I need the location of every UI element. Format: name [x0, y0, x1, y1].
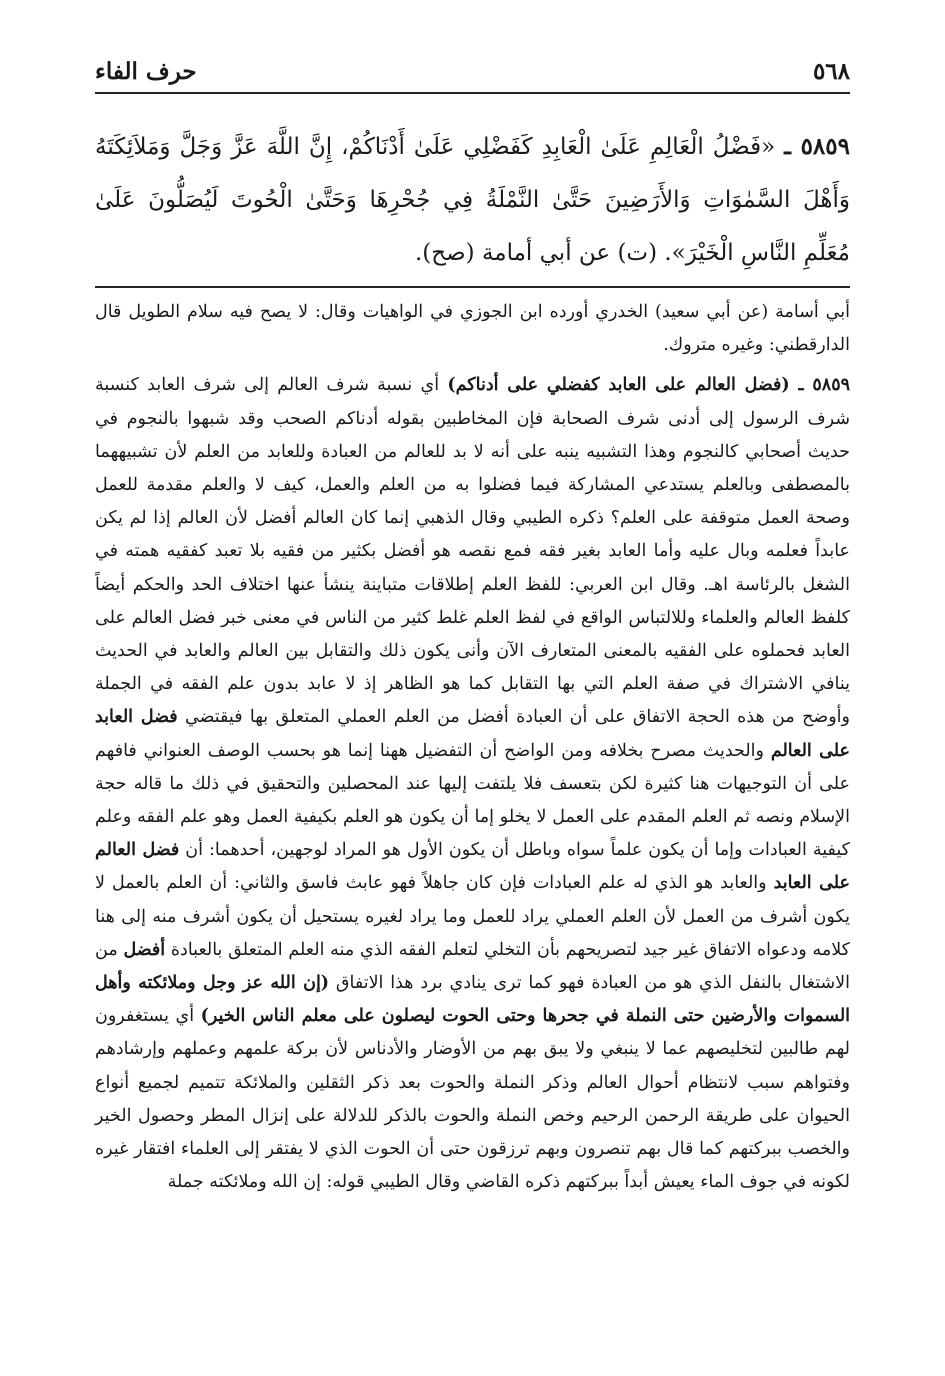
header-rule — [95, 92, 850, 94]
commentary-text: أي نسبة شرف العالم إلى شرف العابد كنسبة شرف الرسول إلى أدنى شرف الصحابة فإن المخاطبين بقوله أدناكم الصحب وقد شبهوا بالنجوم في حديث أصحابي كالنجوم وهذا التشبيه ينبه على أنه لا بد للعالم من العبادة وللعابد من العلم لأن تشبيههما بالمصطفى وبالعلم يستدعي المشاركة فيما فضلوا به من العلم والعمل، كيف لا والعلم مقدمة للعمل وصحة العمل متوقفة على العلم؟ ذكره الطيبي وقال الذهبي إنما كان العالم أفضل لأن العالم إذا لم يكن عابداً فعلمه وبال عليه وأما العابد بغير فقه فمع نقصه هو أفضل بكثير من فقيه بلا تعبد كفقيه همته في الشغل بالرئاسة اهـ. وقال ابن العربي: للفظ العلم إطلاقات متباينة ينشأ عنها اختلاف الحد والحكم أيضاً كلفظ العالم والعلماء وللالتباس الواقع في لفظ العلم غلط كثير من الناس في معنى خبر فضل العالم على العابد فحملوه على الفقيه بالمعنى المتعارف الآن وأنى يكون ذلك والتقابل بين العالم والعابد في الحديث ينافي الاشتراك في صفة العلم التي بها التقابل كما هو الظاهر إذ لا عابد بدون علم الفقه في الجملة وأوضح من هذه الحجة الاتفاق على أن العبادة أفضل من العلم العملي المتعلق بها فيقتضي — [95, 375, 850, 728]
commentary-paragraph-1: أبي أسامة (عن أبي سعيد) الخدري أورده ابن الجوزي في الواهيات وقال: لا يصح فيه سلام الطويل قال الدارقطني: وغيره متروك. — [95, 302, 850, 356]
commentary-text: من الاشتغال بالنفل الذي هو من العبادة فهو كما ترى ينادي برد هذا الاتفاق — [95, 939, 850, 994]
hadith-matn: «فَضْلُ الْعَالِمِ عَلَىٰ الْعَابِدِ كَفَضْلِي عَلَىٰ أَدْنَاكُمْ، إِنَّ اللَّهَ عَزَّ وَجَلَّ وَمَلاَئِكَتَهُ وَأَهْلَ السَّمٰوَاتِ وَالأَرَضِينَ حَتَّىٰ النَّمْلَةُ فِي جُحْرِهَا وَحَتَّىٰ الْحُوتَ لَيُصَلُّونَ عَلَىٰ مُعَلِّمِ النَّاسِ الْخَيْرَ». — [95, 134, 850, 266]
page-number: ٥٦٨ — [812, 58, 850, 85]
hadith-text-block — [95, 120, 850, 280]
commentary-heading: ٥٨٥٩ ـ (فضل العالم على العابد كفضلي على أدناكم) — [447, 375, 850, 396]
commentary-text: والعابد هو الذي له علم العبادات فإن كان جاهلاً فهو عابث فاسق والثاني: أن العلم بالعمل لا يكون أشرف من العمل لأن العلم العملي يراد للعمل وما يراد لغيره يستحيل أن يكون أشرف منه إلى هنا كلامه ودعواه الاتفاق غير جيد لتصريحهم بأن التخلي لتعلم الفقه الذي منه العلم المتعلق بالعبادة — [95, 873, 850, 960]
hadith-source: (ت) عن أبي أمامة (صح). — [415, 240, 658, 266]
commentary-text: أي يستغفرون لهم طالبين لتخليصهم عما لا ينبغي ولا يبق بهم من الأوضار والأدناس لأن بركة علمهم وعملهم وإرشادهم وفتواهم سبب لانتظام أحوال العالم وذكر النملة والحوت بعد ذكر الثقلين والملائكة تتميم لجميع أنواع الحيوان على طريقة الرحمن الرحيم وخص النملة والحوت بالذكر للدلالة على إنزال المطر وحصول الخير والخصب ببركتهم كما قال بهم تنصرون وبهم ترزقون حتى أن الحوت الذي لا يفتقر إلى العلماء افتقار غيره لكونه في جوف الماء يعيش أبداً ببركتهم ذكره القاضي وقال الطيبي قوله: إن الله وملائكته جملة — [95, 1006, 850, 1193]
hadith-number: ٥٨٥٩ ـ — [784, 133, 850, 160]
page-header — [95, 58, 850, 92]
commentary-bold-phrase: أفضل — [123, 939, 166, 960]
commentary-bold-phrase: فضل العابد على العالم — [95, 707, 850, 761]
commentary-quoted-hadith: (إن الله عز وجل وملائكته وأهل السموات والأرضين حتى النملة في جحرها وحتى الحوت ليصلون على معلم الناس الخير) — [95, 973, 851, 1027]
hadith-paragraph — [95, 120, 850, 280]
footnote-separator — [95, 286, 850, 288]
chapter-title: حرف الفاء — [95, 58, 197, 85]
commentary-paragraph-2 — [95, 369, 850, 1199]
commentary-block — [95, 296, 850, 1199]
commentary-text: والحديث مصرح بخلافه ومن الواضح أن التفضيل ههنا إنما هو بحسب الوصف العنواني فافهم على أن التوجيهات هنا كثيرة لكن بتعسف فلا يلتفت إليها عند المحصلين والتحقيق في ذلك ما قاله حجة الإسلام ونصه ثم العلم المقدم على العمل لا يخلو إما أن يكون هو العلم بكيفية العمل وهو علم الفقه وعلم كيفية العبادات وإما أن يكون علماً سواه وباطل أن يكون الأول هو المراد لوجهين، أحدهما: أن — [95, 740, 850, 861]
commentary-bold-phrase: فضل العالم على العابد — [95, 840, 850, 894]
